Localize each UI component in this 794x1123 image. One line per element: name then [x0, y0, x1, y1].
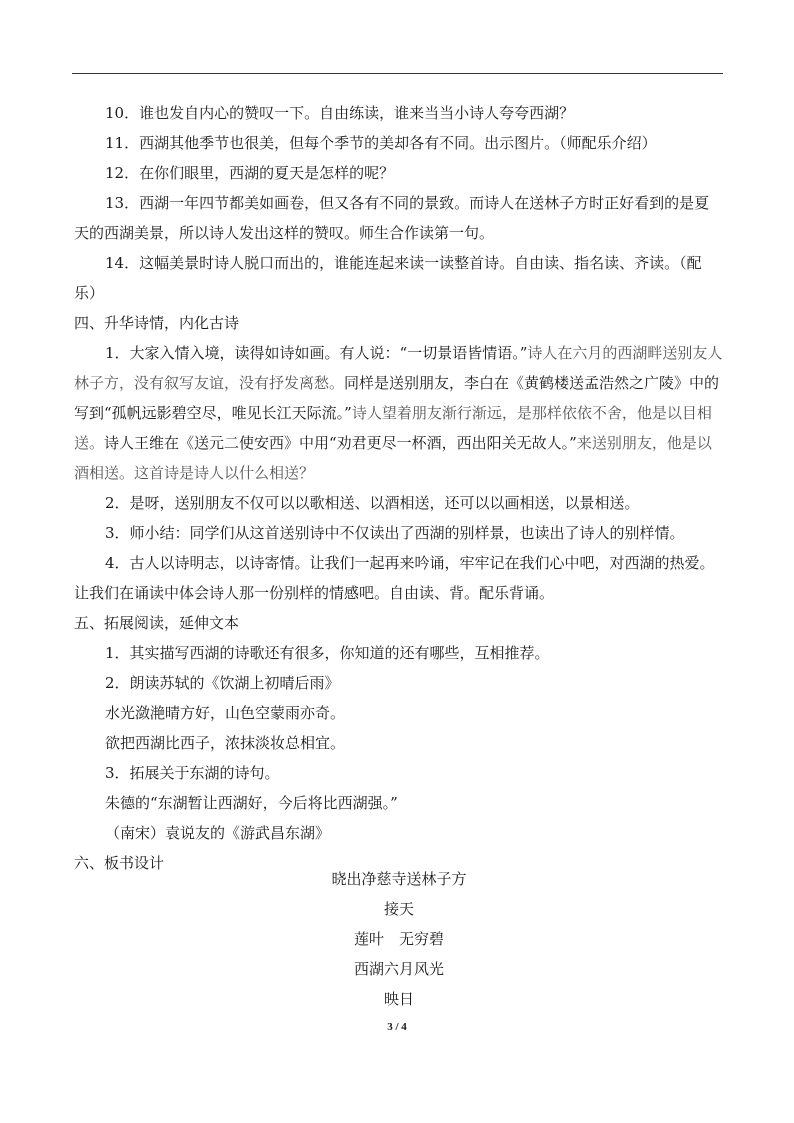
text-run-gray: 诗人在六月的西湖畔送别友人林子方，没有叙写友谊，没有抒发离愁。 — [74, 344, 723, 392]
section-heading-5: 五、拓展阅读，延伸文本 — [74, 614, 240, 632]
board-line: 晓出净慈寺送林子方 — [331, 870, 467, 888]
paragraph-5-2: 2．朗读苏轼的《饮湖上初晴后雨》 — [105, 674, 340, 692]
blackboard-design — [74, 864, 724, 1014]
paragraph-12: 12．在你们眼里，西湖的夏天是怎样的呢？ — [105, 164, 395, 182]
board-line: 西湖六月风光 — [353, 960, 444, 978]
header-rule — [72, 73, 723, 74]
paragraph-4-1 — [74, 338, 724, 488]
quote-yuanshuoyou: （南宋）袁说友的《游武昌东湖》 — [105, 824, 331, 842]
text-run-gray: 来送别朋友，他是以酒相送。这首诗是诗人以什么相送？ — [74, 434, 712, 482]
quote-zhude: 朱德的“东湖暂让西湖好，今后将比西湖强。” — [105, 794, 398, 812]
paragraph-5-3: 3．拓展关于东湖的诗句。 — [105, 764, 280, 782]
paragraph-4-3: 3．师小结：同学们从这首送别诗中不仅读出了西湖的别样景，也读出了诗人的别样情。 — [105, 524, 685, 542]
paragraph-4-2: 2．是呀，送别朋友不仅可以以歌相送、以酒相送，还可以以画相送，以景相送。 — [105, 494, 640, 512]
document-body — [74, 98, 724, 878]
section-heading-6: 六、板书设计 — [74, 854, 165, 872]
page-number: 3 / 4 — [387, 1021, 407, 1033]
section-heading-4: 四、升华诗情，内化古诗 — [74, 314, 240, 332]
poem-line-2: 欲把西湖比西子，浓抹淡妆总相宜。 — [105, 734, 346, 752]
paragraph-13: 13．西湖一年四节都美如画卷，但又各有不同的景致。而诗人在送林子方时正好看到的是夏天的西湖美景，所以诗人发出这样的赞叹。师生合作读第一句。 — [74, 194, 710, 242]
paragraph-5-1: 1．其实描写西湖的诗歌还有很多，你知道的还有哪些，互相推荐。 — [105, 644, 550, 662]
text-run: 诗人王维在《送元二使安西》中用“劝君更尽一杯酒，西出阳关无故人。” — [104, 434, 577, 452]
poem-line-1: 水光潋滟晴方好，山色空蒙雨亦奇。 — [105, 704, 346, 722]
paragraph-14: 14．这幅美景时诗人脱口而出的，谁能连起来读一读整首诗。自由读、指名读、齐读。（配乐） — [74, 254, 702, 302]
paragraph-11: 11．西湖其他季节也很美，但每个季节的美却各有不同。出示图片。（师配乐介绍） — [105, 134, 657, 152]
text-run-gray: 诗人望着朋友渐行渐远，是那样依依不舍，他是以目相送。 — [74, 404, 712, 452]
text-run: 同样是送别朋友，李白在《黄鹤楼送孟浩然之广陵》中的写到“孤帆远影碧空尽，唯见长江天际流。” — [74, 374, 720, 422]
board-line: 莲叶 无穷碧 — [353, 930, 444, 948]
paragraph-4-4: 4．古人以诗明志，以诗寄情。让我们一起再来吟诵，牢牢记在我们心中吧，对西湖的热爱。让我们在诵读中体会诗人那一份别样的情感吧。自由读、背。配乐背诵。 — [74, 554, 715, 602]
paragraph-10: 10．谁也发自内心的赞叹一下。自由练读，谁来当当小诗人夸夸西湖？ — [105, 104, 575, 122]
board-line: 映日 — [383, 990, 414, 1008]
board-line: 接天 — [383, 900, 414, 918]
text-run: 1．大家入情入境，读得如诗如画。有人说：“一切景语皆情语。” — [105, 344, 528, 362]
